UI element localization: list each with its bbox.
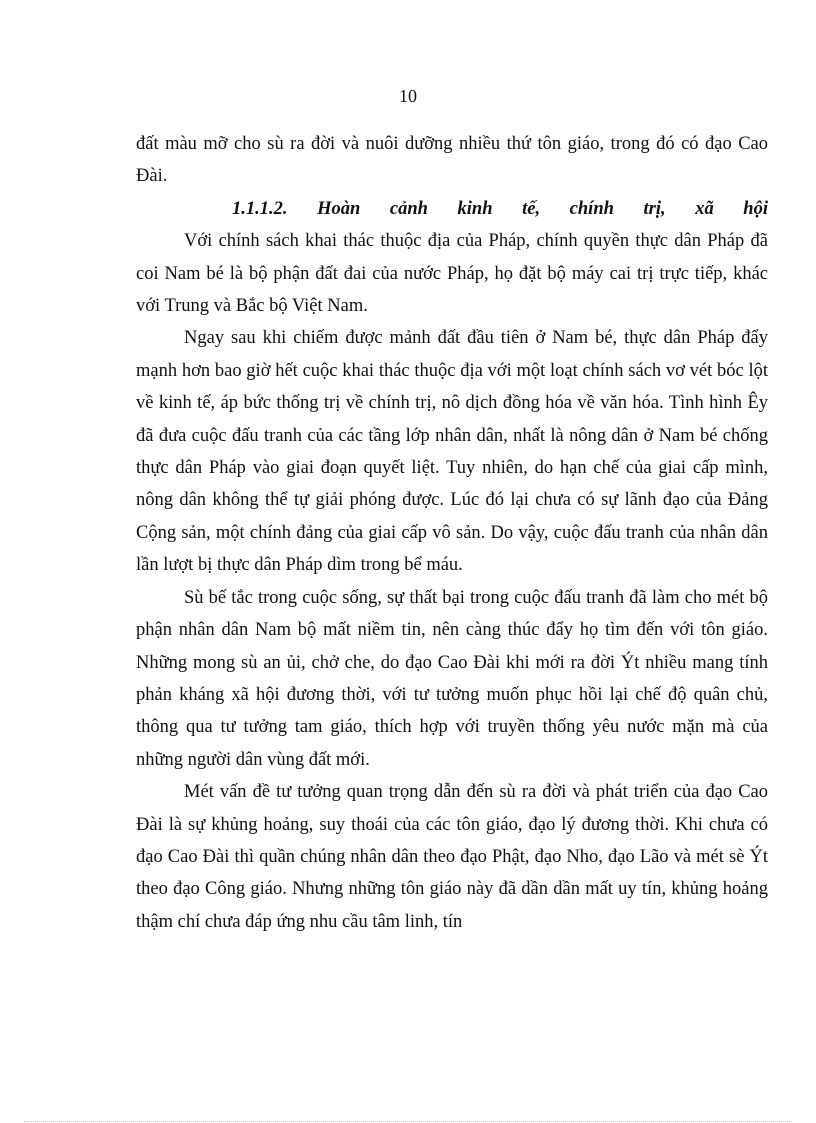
page-bottom-border <box>24 1121 792 1122</box>
paragraph-exploitation: Ngay sau khi chiếm được mảnh đất đầu tiên ở Nam bé, thực dân Pháp đẩy mạnh hơn bao giờ hết cuộc khai thác thuộc địa với một loạt chính sách vơ vét bóc lột về kinh tế, áp bức thống trị về chính trị, nô dịch đồng hóa về văn hóa. Tình hình Êy đã đưa cuộc đấu tranh của các tầng lớp nhân dân, nhất là nông dân ở Nam bé chống thực dân Pháp vào giai đoạn quyết liệt. Tuy nhiên, do hạn chế của giai cấp mình, nông dân không thể tự giải phóng được. Lúc đó lại chưa có sự lãnh đạo của Đảng Cộng sản, một chính đảng của giai cấp vô sản. Do vậy, cuộc đấu tranh của nhân dân lần lượt bị thực dân Pháp dìm trong bể máu. <box>136 328 768 576</box>
paragraph-deadlock: Sù bế tắc trong cuộc sống, sự thất bại trong cuộc đấu tranh đã làm cho mét bộ phận nhân dân Nam bộ mất niềm tin, nên càng thúc đẩy họ tìm đến với tôn giáo. Những mong sù an ủi, chở che, do đạo Cao Đài khi mới ra đời Ýt nhiều mang tính phản kháng xã hội đương thời, với tư tưởng muốn phục hồi lại chế độ quân chủ, thông qua tư tưởng tam giáo, thích hợp với truyền thống yêu nước mặn mà của những người dân vùng đất mới. <box>136 587 768 770</box>
document-body <box>136 128 768 938</box>
page-number: 10 <box>399 86 417 106</box>
section-heading: 1.1.1.2. Hoàn cảnh kinh tế, chính trị, xã hội <box>232 198 768 219</box>
paragraph-religious-crisis: Mét vấn đề tư tưởng quan trọng dẫn đến sù ra đời và phát triển của đạo Cao Đài là sự khủng hoảng, suy thoái của các tôn giáo, đạo lý đương thời. Khi chưa có đạo Cao Đài thì quần chúng nhân dân theo đạo Phật, đạo Nho, đạo Lão và mét sè Ýt theo đạo Công giáo. Nhưng những tôn giáo này đã dần dần mất uy tín, khủng hoảng thậm chí chưa đáp ứng nhu cầu tâm linh, tín <box>136 782 768 932</box>
continuation-paragraph: đất màu mỡ cho sù ra đời và nuôi dưỡng nhiều thứ tôn giáo, trong đó có đạo Cao Đài. <box>136 134 768 187</box>
paragraph-colonial-policy: Với chính sách khai thác thuộc địa của Pháp, chính quyền thực dân Pháp đã coi Nam bé là bộ phận đất đai của nước Pháp, họ đặt bộ máy cai trị trực tiếp, khác với Trung và Bắc bộ Việt Nam. <box>136 231 768 317</box>
